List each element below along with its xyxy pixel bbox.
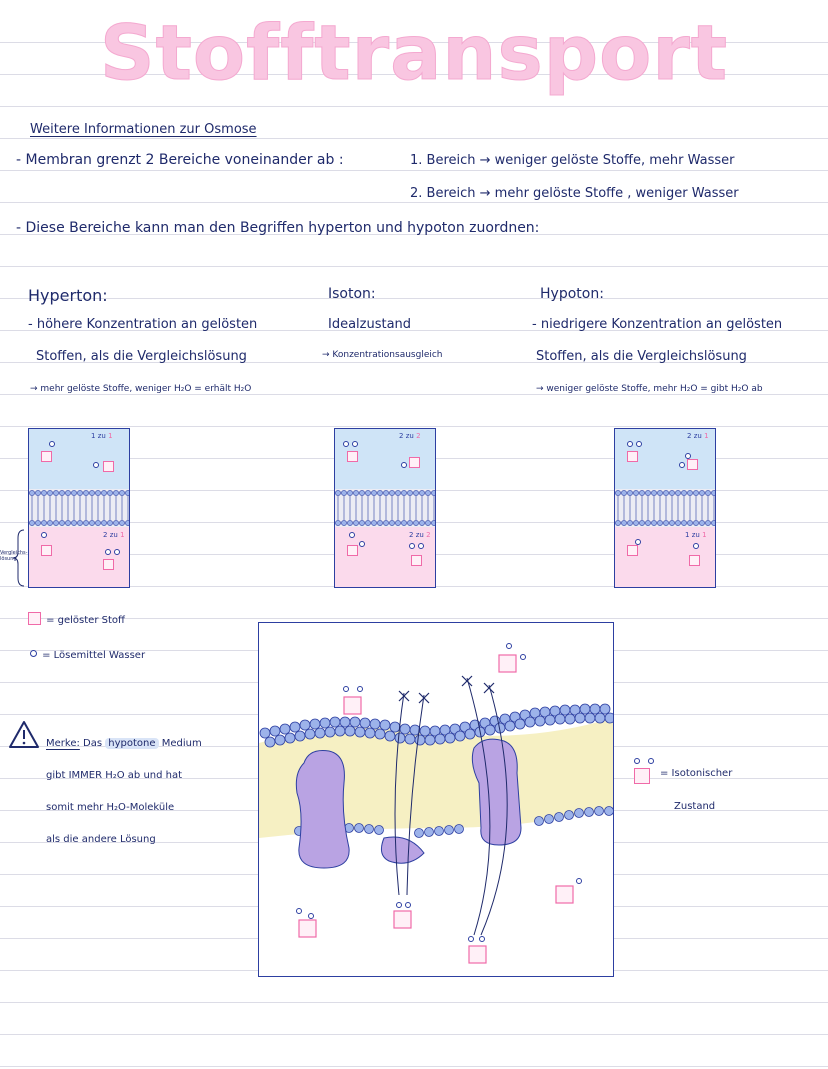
water-molecule-icon [627,441,633,447]
water-molecule-icon [105,549,111,555]
solute-icon [687,459,698,470]
membrane-icon [615,489,715,527]
water-molecule-icon [693,543,699,549]
water-molecule-icon [352,441,358,447]
water-molecule-icon [409,543,415,549]
water-molecule-icon [93,462,99,468]
ratio-label-bottom: 2 zu 2 [409,531,431,539]
water-molecule-icon [114,549,120,555]
intro-line2: 2. Bereich → mehr gelöste Stoffe , weniger Wasser [410,186,739,201]
membrane-icon [29,489,129,527]
column-line2: → Konzentrationsausgleich [322,350,443,360]
ratio-label-top: 2 zu 2 [399,432,421,440]
intro-heading: Weitere Informationen zur Osmose [30,122,257,137]
solute-icon [41,545,52,556]
column-line3: → mehr gelöste Stoffe, weniger H₂O = erhält H₂O [30,384,252,394]
solute-icon [41,451,52,462]
cell-membrane-illustration [259,623,613,976]
column-line3: → weniger gelöste Stoffe, mehr H₂O = gibt H₂O ab [536,384,763,394]
column-line1: - höhere Konzentration an gelösten [28,317,258,332]
solute-icon [411,555,422,566]
solute-icon [28,612,41,625]
water-molecule-icon [343,441,349,447]
solute-icon [103,559,114,570]
osmosis-box-isoton [334,428,436,588]
water-molecule-icon [679,462,685,468]
water-molecule-icon [49,441,55,447]
merke-line2: gibt IMMER H₂O ab und hat [46,770,183,781]
ratio-label-top: 1 zu 1 [91,432,113,440]
solute-icon [103,461,114,472]
intro-line3: - Diese Bereiche kann man den Begriffen hyperton und hypoton zuordnen: [16,220,540,236]
page-title: Stofftransport [99,8,729,97]
legend-solvent: = Lösemittel Wasser [30,643,145,662]
ratio-label-bottom: 1 zu 1 [685,531,707,539]
solute-icon [347,451,358,462]
column-line1: - niedrigere Konzentration an gelösten [532,317,783,332]
membrane-icon [335,489,435,527]
intro-line1-b: 1. Bereich → weniger gelöste Stoffe, mehr Wasser [410,153,735,168]
column-line2: Stoffen, als die Vergleichslösung [36,349,247,364]
iso-legend-line2: Zustand [674,801,716,812]
water-molecule-icon [349,532,355,538]
iso-legend-line1: = Isotonischer [660,768,733,779]
column-heading: Hyperton: [28,286,108,305]
osmosis-box-hypoton [614,428,716,588]
water-molecule-icon [30,650,37,657]
column-line1: Idealzustand [328,317,412,332]
side-note: Vergleichs-lösung [0,550,28,562]
ratio-label-bottom: 2 zu 1 [103,531,125,539]
water-molecule-icon [41,532,47,538]
solute-icon [627,545,638,556]
solute-icon [634,768,650,784]
merke-line4: als die andere Lösung [46,834,156,845]
column-heading: Hypoton: [540,286,604,302]
solute-icon [627,451,638,462]
water-molecule-icon [418,543,424,549]
merke-line1: Merke: Das hypotone Medium [46,738,202,749]
water-molecule-icon [636,441,642,447]
legend-solute: = gelöster Stoff [28,608,125,627]
water-molecule-icon [648,758,654,764]
warning-icon [8,720,40,750]
water-molecule-icon [634,758,640,764]
ratio-label-top: 2 zu 1 [687,432,709,440]
column-heading: Isoton: [328,286,376,302]
membrane-diagram [258,622,614,977]
column-line2: Stoffen, als die Vergleichslösung [536,349,747,364]
osmosis-box-hyperton [28,428,130,588]
solute-icon [409,457,420,468]
water-molecule-icon [401,462,407,468]
intro-line1-a: - Membran grenzt 2 Bereiche voneinander ab : [16,152,344,168]
water-molecule-icon [359,541,365,547]
merke-line3: somit mehr H₂O-Moleküle [46,802,175,813]
solute-icon [347,545,358,556]
solute-icon [689,555,700,566]
